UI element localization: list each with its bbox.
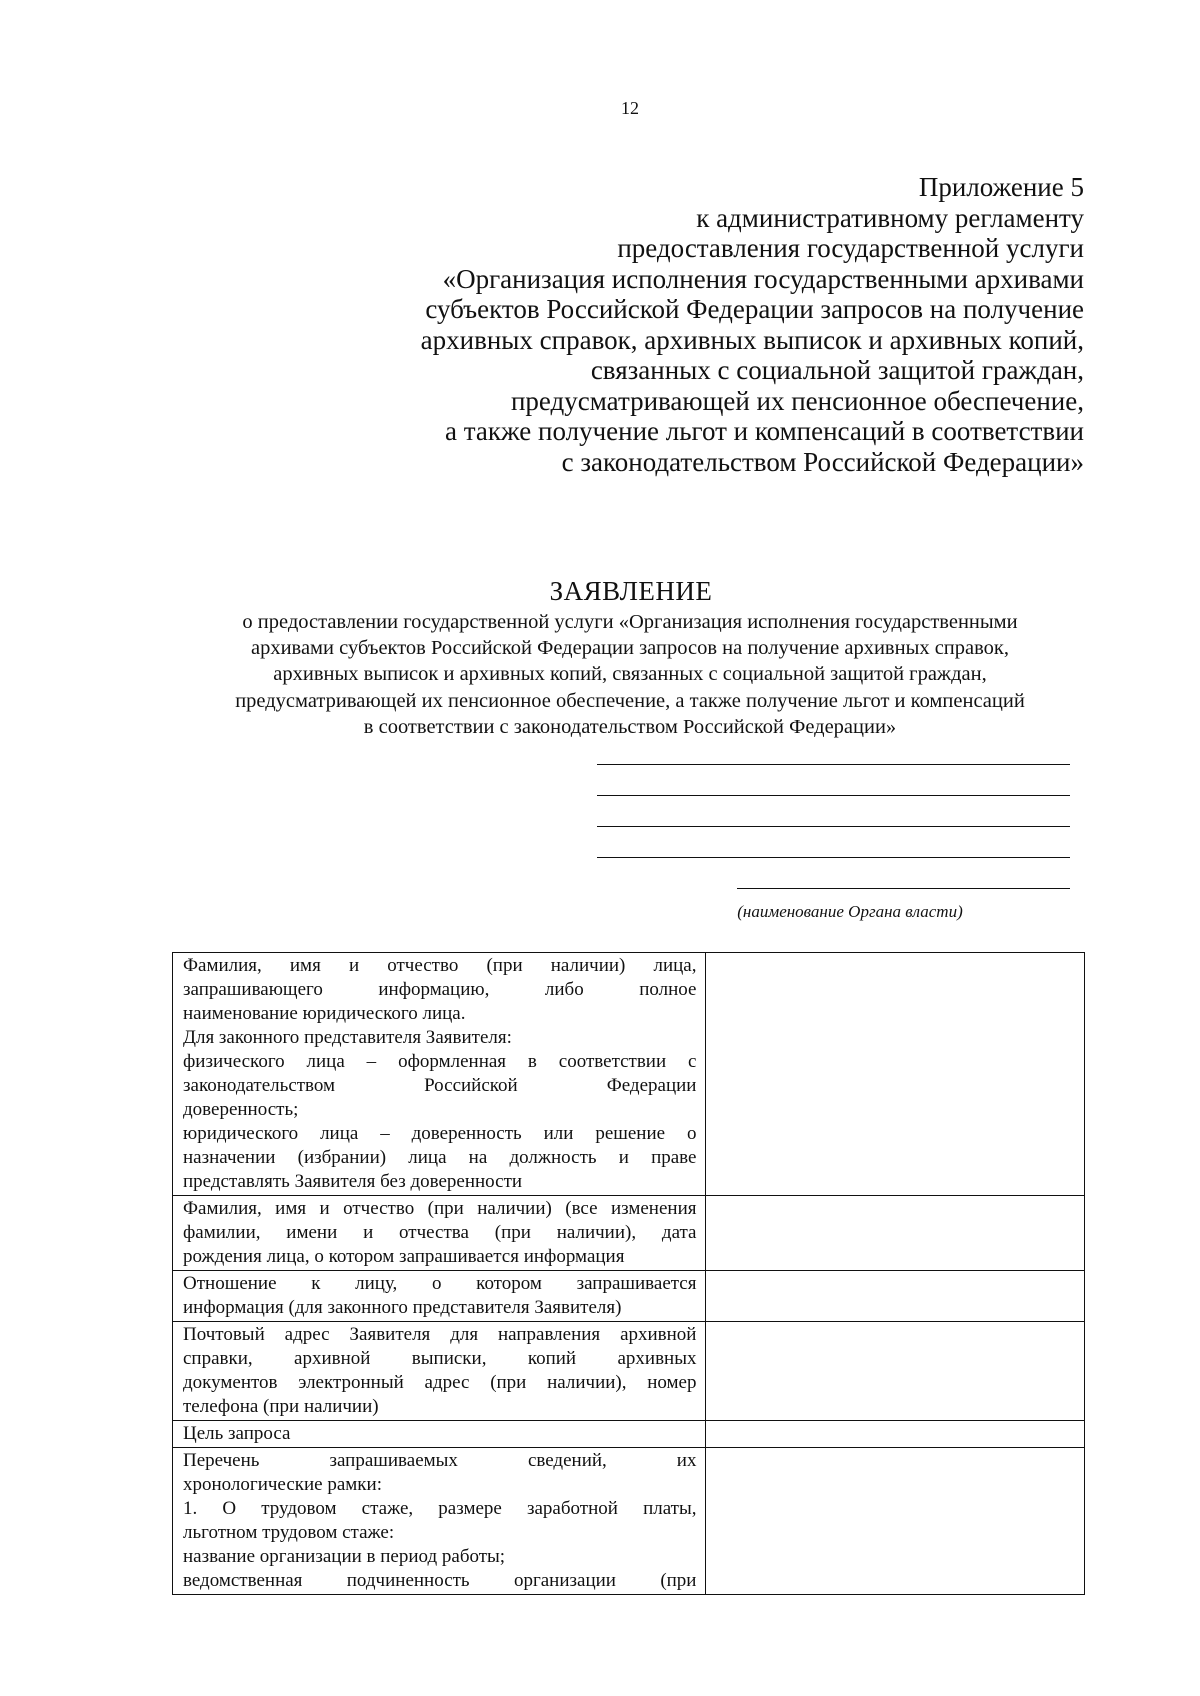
field-label-line: Перечень запрашиваемых сведений, их [183,1450,697,1471]
field-label-line: Почтовый адрес Заявителя для направления архивной [183,1324,697,1345]
appendix-line: «Организация исполнения государственными архивами [442,263,1084,294]
field-label-cell [173,1271,706,1322]
appendix-line: предусматривающей их пенсионное обеспечение, [510,385,1084,416]
field-label-line: физического лица – оформленная в соответствии с [183,1051,697,1072]
field-value-cell[interactable] [706,1196,1085,1271]
field-label-line: запрашивающего информацию, либо полное [183,979,697,1000]
field-label-line: название организации в период работы; [183,1546,506,1567]
field-label-cell [173,1196,706,1271]
blank-line [597,795,1070,796]
field-label-line: телефона (при наличии) [183,1396,379,1417]
page-number: 12 [621,98,639,118]
field-value-cell[interactable] [706,1421,1085,1448]
appendix-line: Приложение 5 [918,172,1084,202]
document-title: ЗАЯВЛЕНИЕ [549,576,713,606]
subtitle-line: в соответствии с законодательством Российской Федерации» [363,715,897,738]
appendix-line: к административному регламенту [696,202,1084,233]
subtitle-line: предусматривающей их пенсионное обеспечение, а также получение льгот и компенсаций [235,689,1025,712]
field-label-line: ведомственная подчиненность организации (при [183,1570,697,1591]
request-form-table [172,952,1085,1595]
organ-caption: (наименование Органа власти) [737,902,963,921]
field-label-line: рождения лица, о котором запрашивается информация [183,1246,625,1267]
field-label-line: назначении (избрании) лица на должность и праве [183,1147,697,1168]
table-row [173,953,1085,1196]
document-subtitle [150,609,1110,740]
field-label-line: представлять Заявителя без доверенности [183,1171,523,1192]
field-label-line: документов электронный адрес (при наличии), номер [183,1372,697,1393]
field-label-line: справки, архивной выписки, копий архивных [183,1348,697,1369]
appendix-line: с законодательством Российской Федерации» [561,446,1084,477]
field-label-line: 1. О трудовом стаже, размере заработной платы, [183,1498,697,1519]
appendix-reference [324,172,1084,477]
blank-line [737,888,1070,889]
field-label-cell [173,953,706,1196]
table-row [173,1196,1085,1271]
field-label-cell [173,1448,706,1595]
table-row [173,1448,1085,1595]
table-row [173,1421,1085,1448]
appendix-line: архивных справок, архивных выписок и архивных копий, [420,324,1084,355]
blank-line [597,826,1070,827]
subtitle-line: архивных выписок и архивных копий, связанных с социальной защитой граждан, [273,663,987,686]
blank-line [597,857,1070,858]
field-label-line: доверенность; [183,1099,299,1120]
field-label-cell [173,1421,706,1448]
field-value-cell[interactable] [706,1448,1085,1595]
field-label-line: Фамилия, имя и отчество (при наличии) (все изменения [183,1198,697,1219]
field-label-line: информация (для законного представителя Заявителя) [183,1297,622,1318]
field-label-line: наименование юридического лица. [183,1003,466,1024]
subtitle-line: архивами субъектов Российской Федерации запросов на получение архивных справок, [250,637,1010,660]
field-label-line: законодательством Российской Федерации [183,1075,697,1096]
field-value-cell[interactable] [706,1322,1085,1421]
field-label-line: фамилии, имени и отчества (при наличии), дата [183,1222,697,1243]
field-label-line: юридического лица – доверенность или решение о [183,1123,697,1144]
appendix-line: связанных с социальной защитой граждан, [590,355,1084,385]
field-label-cell [173,1322,706,1421]
field-value-cell[interactable] [706,953,1085,1196]
blank-line [597,764,1070,765]
organ-name-blank [597,764,1070,919]
table-row [173,1322,1085,1421]
field-label-line: Для законного представителя Заявителя: [183,1027,512,1048]
field-label-line: Отношение к лицу, о котором запрашивается [183,1273,697,1294]
field-label-line: хронологические рамки: [183,1474,382,1495]
appendix-line: предоставления государственной услуги [617,233,1084,263]
appendix-line: субъектов Российской Федерации запросов на получение [425,294,1084,324]
appendix-line: а также получение льгот и компенсаций в соответствии [445,416,1084,446]
table-row [173,1271,1085,1322]
subtitle-line: о предоставлении государственной услуги «Организация исполнения государственными [242,611,1018,633]
field-value-cell[interactable] [706,1271,1085,1322]
field-label-line: Фамилия, имя и отчество (при наличии) лица, [183,955,697,976]
field-label-line: Цель запроса [183,1423,291,1444]
field-label-line: льготном трудовом стаже: [183,1522,395,1543]
